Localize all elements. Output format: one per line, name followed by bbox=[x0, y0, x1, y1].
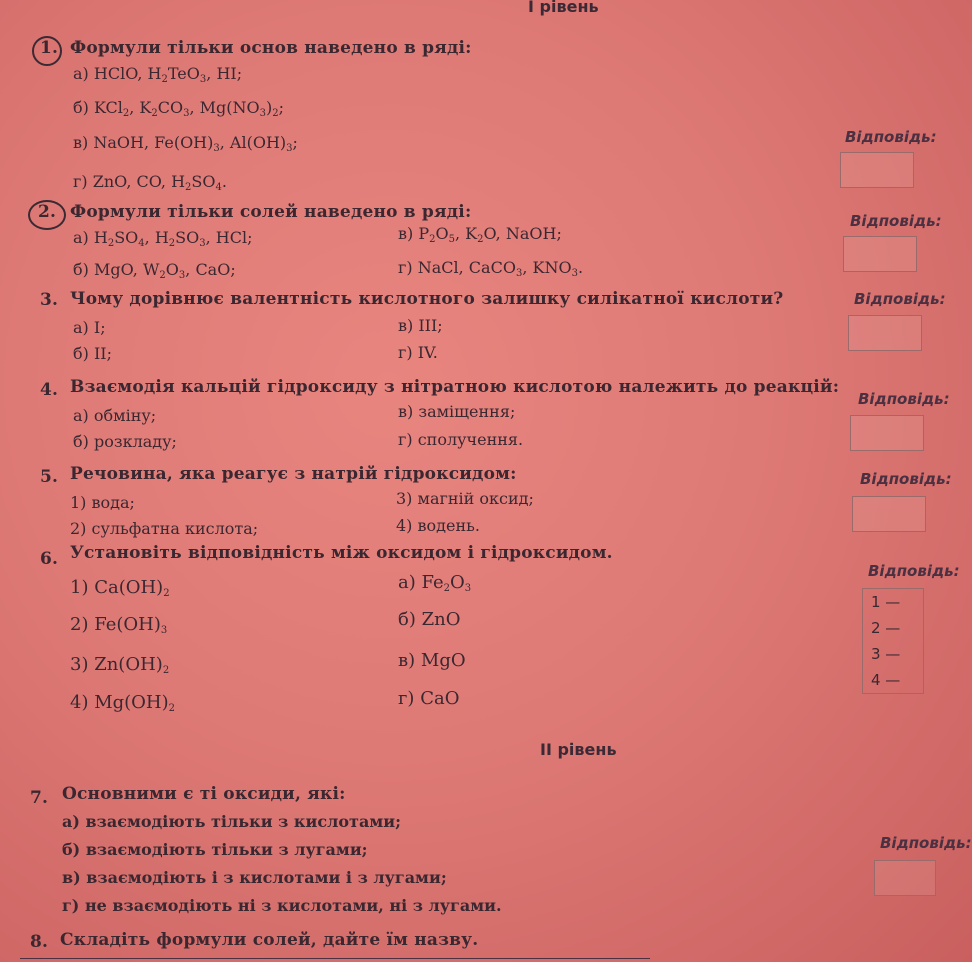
subscript: 2 bbox=[429, 234, 436, 245]
option-text bbox=[418, 224, 562, 243]
option-label: в) bbox=[73, 133, 94, 152]
q3-answer-box[interactable] bbox=[848, 315, 922, 351]
option-label: г) bbox=[398, 258, 418, 277]
text-run: SO bbox=[191, 172, 216, 191]
text-run: , HCl; bbox=[205, 228, 253, 247]
q6-right-b bbox=[398, 609, 460, 630]
option-label: 1) bbox=[70, 493, 92, 512]
text-run: сульфатна кислота; bbox=[91, 519, 259, 538]
option-label: г) bbox=[62, 896, 85, 915]
option-text bbox=[94, 614, 167, 635]
subscript: 2 bbox=[151, 108, 158, 119]
option-text bbox=[93, 133, 298, 152]
option-label: а) bbox=[73, 228, 94, 247]
option-label: 2) bbox=[70, 614, 95, 635]
q6-match-row-1[interactable]: 1 — bbox=[871, 593, 901, 611]
option-label: а) bbox=[398, 572, 422, 593]
text-run: II; bbox=[93, 344, 112, 363]
subscript: 3 bbox=[515, 268, 523, 279]
text-run: сполучення. bbox=[417, 430, 524, 449]
q3-option-v[interactable] bbox=[398, 316, 443, 335]
text-run: водень. bbox=[417, 516, 480, 535]
option-label: г) bbox=[398, 430, 418, 449]
option-label: б) bbox=[73, 344, 94, 363]
subscript: 2 bbox=[168, 238, 176, 249]
option-text bbox=[94, 432, 177, 451]
text-run: , K bbox=[129, 98, 152, 117]
option-label: 3) bbox=[70, 654, 95, 675]
q6-left-3 bbox=[70, 654, 169, 676]
q3-option-b[interactable] bbox=[73, 344, 112, 363]
option-text bbox=[94, 577, 169, 598]
option-text bbox=[94, 344, 112, 363]
question-2-text: Формули тільки солей наведено в ряді: bbox=[70, 202, 472, 222]
text-run: заміщення; bbox=[418, 402, 516, 421]
q6-match-box[interactable] bbox=[862, 588, 924, 694]
question-8-text: Складіть формули солей, дайте їм назву. bbox=[60, 930, 479, 950]
text-run: ; bbox=[278, 98, 285, 117]
option-text bbox=[86, 812, 401, 831]
option-text bbox=[418, 316, 442, 335]
level-1-heading: І рівень bbox=[528, 0, 599, 16]
subscript: 3 bbox=[571, 268, 578, 279]
option-text bbox=[94, 406, 156, 425]
subscript: 5 bbox=[448, 234, 455, 245]
text-run: MgO bbox=[420, 650, 466, 671]
question-8-number: 8. bbox=[30, 932, 49, 952]
question-6-number: 6. bbox=[40, 549, 59, 569]
q6-left-1 bbox=[70, 577, 170, 599]
text-run: O, NaOH; bbox=[483, 224, 562, 243]
text-run: Fe bbox=[421, 572, 444, 593]
q4-answer-label: Відповідь: bbox=[858, 390, 950, 408]
text-run: , HI; bbox=[206, 64, 243, 83]
option-label: б) bbox=[73, 432, 94, 451]
text-run: взаємодіють тільки з лугами; bbox=[85, 840, 368, 859]
text-run: O bbox=[165, 260, 179, 279]
question-1-number: 1. bbox=[40, 38, 59, 58]
text-run: ) bbox=[266, 98, 273, 117]
text-run: , K bbox=[454, 224, 478, 243]
option-text bbox=[420, 688, 459, 709]
text-run: . bbox=[577, 258, 584, 277]
subscript: 2 bbox=[161, 74, 168, 85]
subscript: 2 bbox=[185, 182, 192, 193]
q2-option-b[interactable] bbox=[73, 260, 236, 281]
q3-answer-label: Відповідь: bbox=[854, 290, 946, 308]
option-text bbox=[421, 650, 466, 671]
q5-answer-box[interactable] bbox=[852, 496, 926, 532]
q4-answer-box[interactable] bbox=[850, 415, 924, 451]
option-label: г) bbox=[398, 688, 421, 709]
text-run: IV. bbox=[417, 343, 438, 362]
q4-option-b[interactable] bbox=[73, 432, 177, 451]
option-label: в) bbox=[62, 868, 87, 887]
question-7-text: Основними є ті оксиди, які: bbox=[62, 784, 346, 804]
text-run: P bbox=[418, 224, 430, 243]
text-run: ZnO bbox=[421, 609, 461, 630]
q6-left-2 bbox=[70, 614, 167, 636]
text-run: не взаємодіють ні з кислотами, ні з лугами. bbox=[84, 896, 502, 915]
option-text bbox=[418, 430, 523, 449]
text-run: I; bbox=[93, 318, 106, 337]
option-text bbox=[94, 318, 106, 337]
subscript: 2 bbox=[107, 238, 115, 249]
level-2-heading: ІІ рівень bbox=[540, 740, 617, 759]
option-text bbox=[86, 868, 446, 887]
option-text bbox=[94, 692, 175, 713]
option-text bbox=[86, 840, 368, 859]
text-run: TeO bbox=[167, 64, 200, 83]
q3-option-g[interactable] bbox=[398, 343, 438, 362]
q6-right-a bbox=[398, 572, 471, 594]
q6-match-row-2[interactable]: 2 — bbox=[871, 619, 901, 637]
option-label: г) bbox=[73, 172, 93, 191]
q2-option-a[interactable] bbox=[73, 228, 252, 249]
option-label: б) bbox=[73, 98, 94, 117]
q5-option-1[interactable] bbox=[70, 493, 135, 512]
subscript: 3 bbox=[464, 583, 472, 594]
option-text bbox=[92, 493, 135, 512]
q2-option-g[interactable] bbox=[398, 258, 583, 279]
option-text bbox=[94, 654, 169, 675]
subscript: 3 bbox=[160, 625, 168, 636]
subscript: 3 bbox=[178, 270, 186, 281]
text-run: розкладу; bbox=[93, 432, 177, 451]
q6-right-g bbox=[398, 688, 459, 709]
subscript: 3 bbox=[286, 143, 293, 154]
option-text bbox=[418, 489, 534, 508]
option-label: б) bbox=[62, 840, 86, 859]
q2-option-v[interactable] bbox=[398, 224, 562, 245]
q2-answer-box[interactable] bbox=[843, 236, 917, 272]
subscript: 2 bbox=[162, 665, 170, 676]
q6-answer-label: Відповідь: bbox=[868, 562, 960, 580]
option-text bbox=[421, 572, 471, 593]
q1-option-g[interactable] bbox=[73, 172, 227, 193]
subscript: 3 bbox=[199, 238, 206, 249]
q5-option-4[interactable] bbox=[396, 516, 480, 535]
text-run: O bbox=[450, 572, 465, 593]
option-text bbox=[94, 64, 242, 83]
option-label: а) bbox=[62, 812, 86, 831]
option-text bbox=[418, 258, 583, 277]
option-label: г) bbox=[398, 343, 418, 362]
q7-answer-box[interactable] bbox=[874, 860, 936, 896]
subscript: 3 bbox=[199, 74, 207, 85]
option-text bbox=[418, 516, 480, 535]
q4-option-a[interactable] bbox=[73, 406, 156, 425]
text-run: O bbox=[435, 224, 449, 243]
option-label: 4) bbox=[70, 692, 95, 713]
option-label: в) bbox=[398, 650, 421, 671]
subscript: 2 bbox=[163, 588, 170, 599]
option-text bbox=[93, 172, 227, 191]
text-run: H bbox=[93, 228, 108, 247]
text-run: . bbox=[221, 172, 227, 191]
question-2-number: 2. bbox=[38, 202, 57, 222]
text-run: NaOH, Fe(OH) bbox=[93, 133, 214, 152]
option-label: 3) bbox=[396, 489, 418, 508]
text-run: , Al(OH) bbox=[219, 133, 287, 152]
text-run: , CaO; bbox=[185, 260, 236, 279]
q4-option-v[interactable] bbox=[398, 402, 515, 421]
text-run: SO bbox=[175, 228, 200, 247]
q7-option-b[interactable] bbox=[62, 840, 368, 859]
option-label: а) bbox=[73, 64, 94, 83]
text-run: Ca(OH) bbox=[94, 577, 164, 598]
question-5-text: Речовина, яка реагує з натрій гідроксидом: bbox=[70, 464, 517, 484]
q4-option-g[interactable] bbox=[398, 430, 523, 449]
question-1-text: Формули тільки основ наведено в ряді: bbox=[70, 38, 472, 58]
option-text bbox=[85, 896, 502, 915]
text-run: CO bbox=[157, 98, 184, 117]
subscript: 3 bbox=[213, 143, 220, 154]
subscript: 2 bbox=[159, 270, 166, 281]
subscript: 2 bbox=[122, 108, 130, 119]
question-4-number: 4. bbox=[40, 380, 59, 400]
option-text bbox=[94, 260, 236, 279]
q3-option-a[interactable] bbox=[73, 318, 106, 337]
subscript: 3 bbox=[183, 108, 190, 119]
question-3-number: 3. bbox=[40, 290, 59, 310]
q5-answer-label: Відповідь: bbox=[860, 470, 952, 488]
q6-match-row-4[interactable]: 4 — bbox=[871, 671, 901, 689]
option-text bbox=[422, 609, 461, 630]
subscript: 4 bbox=[215, 182, 222, 193]
text-run: NaCl, CaCO bbox=[417, 258, 516, 277]
question-7-number: 7. bbox=[30, 788, 49, 808]
q7-option-a[interactable] bbox=[62, 812, 401, 831]
option-label: б) bbox=[398, 609, 422, 630]
option-text bbox=[94, 98, 284, 117]
text-run: CaO bbox=[420, 688, 460, 709]
text-run: , KNO bbox=[522, 258, 572, 277]
text-run: HClO, H bbox=[93, 64, 162, 83]
question-6-text: Установіть відповідність між оксидом і гідроксидом. bbox=[70, 543, 613, 563]
option-label: а) bbox=[73, 406, 94, 425]
q7-answer-label: Відповідь: bbox=[880, 834, 972, 852]
q1-option-b[interactable] bbox=[73, 98, 284, 119]
q1-answer-label: Відповідь: bbox=[845, 128, 937, 146]
option-text bbox=[94, 228, 253, 247]
q5-option-2[interactable] bbox=[70, 519, 258, 538]
option-label: б) bbox=[73, 260, 94, 279]
text-run: Mg(OH) bbox=[94, 692, 169, 713]
text-run: взаємодіють і з кислотами і з лугами; bbox=[86, 868, 447, 887]
q7-option-v[interactable] bbox=[62, 868, 447, 887]
handwritten-underline bbox=[20, 958, 650, 959]
question-5-number: 5. bbox=[40, 467, 59, 487]
subscript: 2 bbox=[168, 703, 176, 714]
option-text bbox=[418, 402, 515, 421]
option-text bbox=[92, 519, 259, 538]
option-label: в) bbox=[398, 224, 419, 243]
option-label: в) bbox=[398, 402, 419, 421]
q1-answer-box[interactable] bbox=[840, 152, 914, 188]
option-label: 2) bbox=[70, 519, 92, 538]
q6-left-4 bbox=[70, 692, 175, 714]
subscript: 2 bbox=[477, 234, 484, 245]
q6-match-row-3[interactable]: 3 — bbox=[871, 645, 901, 663]
text-run: MgO, W bbox=[93, 260, 160, 279]
option-text bbox=[418, 343, 438, 362]
q5-option-3[interactable] bbox=[396, 489, 534, 508]
text-run: Fe(OH) bbox=[94, 614, 161, 635]
text-run: , H bbox=[144, 228, 169, 247]
text-run: ; bbox=[292, 133, 298, 152]
option-label: 1) bbox=[70, 577, 95, 598]
text-run: SO bbox=[114, 228, 139, 247]
text-run: магній оксид; bbox=[417, 489, 534, 508]
text-run: KCl bbox=[93, 98, 123, 117]
q2-answer-label: Відповідь: bbox=[850, 212, 942, 230]
subscript: 4 bbox=[138, 238, 145, 249]
option-label: 4) bbox=[396, 516, 418, 535]
text-run: Zn(OH) bbox=[94, 654, 163, 675]
subscript: 3 bbox=[259, 108, 266, 119]
text-run: обміну; bbox=[93, 406, 157, 425]
option-label: в) bbox=[398, 316, 419, 335]
text-run: III; bbox=[418, 316, 443, 335]
text-run: , Mg(NO bbox=[189, 98, 260, 117]
question-4-text: Взаємодія кальцій гідроксиду з нітратною кислотою належить до реакцій: bbox=[70, 377, 840, 397]
q7-option-g[interactable] bbox=[62, 896, 502, 915]
text-run: взаємодіють тільки з кислотами; bbox=[85, 812, 401, 831]
text-run: ZnO, CO, H bbox=[92, 172, 186, 191]
q6-right-v bbox=[398, 650, 466, 671]
option-label: а) bbox=[73, 318, 94, 337]
question-3-text: Чому дорівнює валентність кислотного залишку силікатної кислоти? bbox=[70, 289, 784, 309]
text-run: вода; bbox=[91, 493, 135, 512]
q1-option-v[interactable] bbox=[73, 133, 298, 154]
subscript: 2 bbox=[272, 108, 279, 119]
q1-option-a[interactable] bbox=[73, 64, 242, 85]
subscript: 2 bbox=[443, 583, 451, 594]
